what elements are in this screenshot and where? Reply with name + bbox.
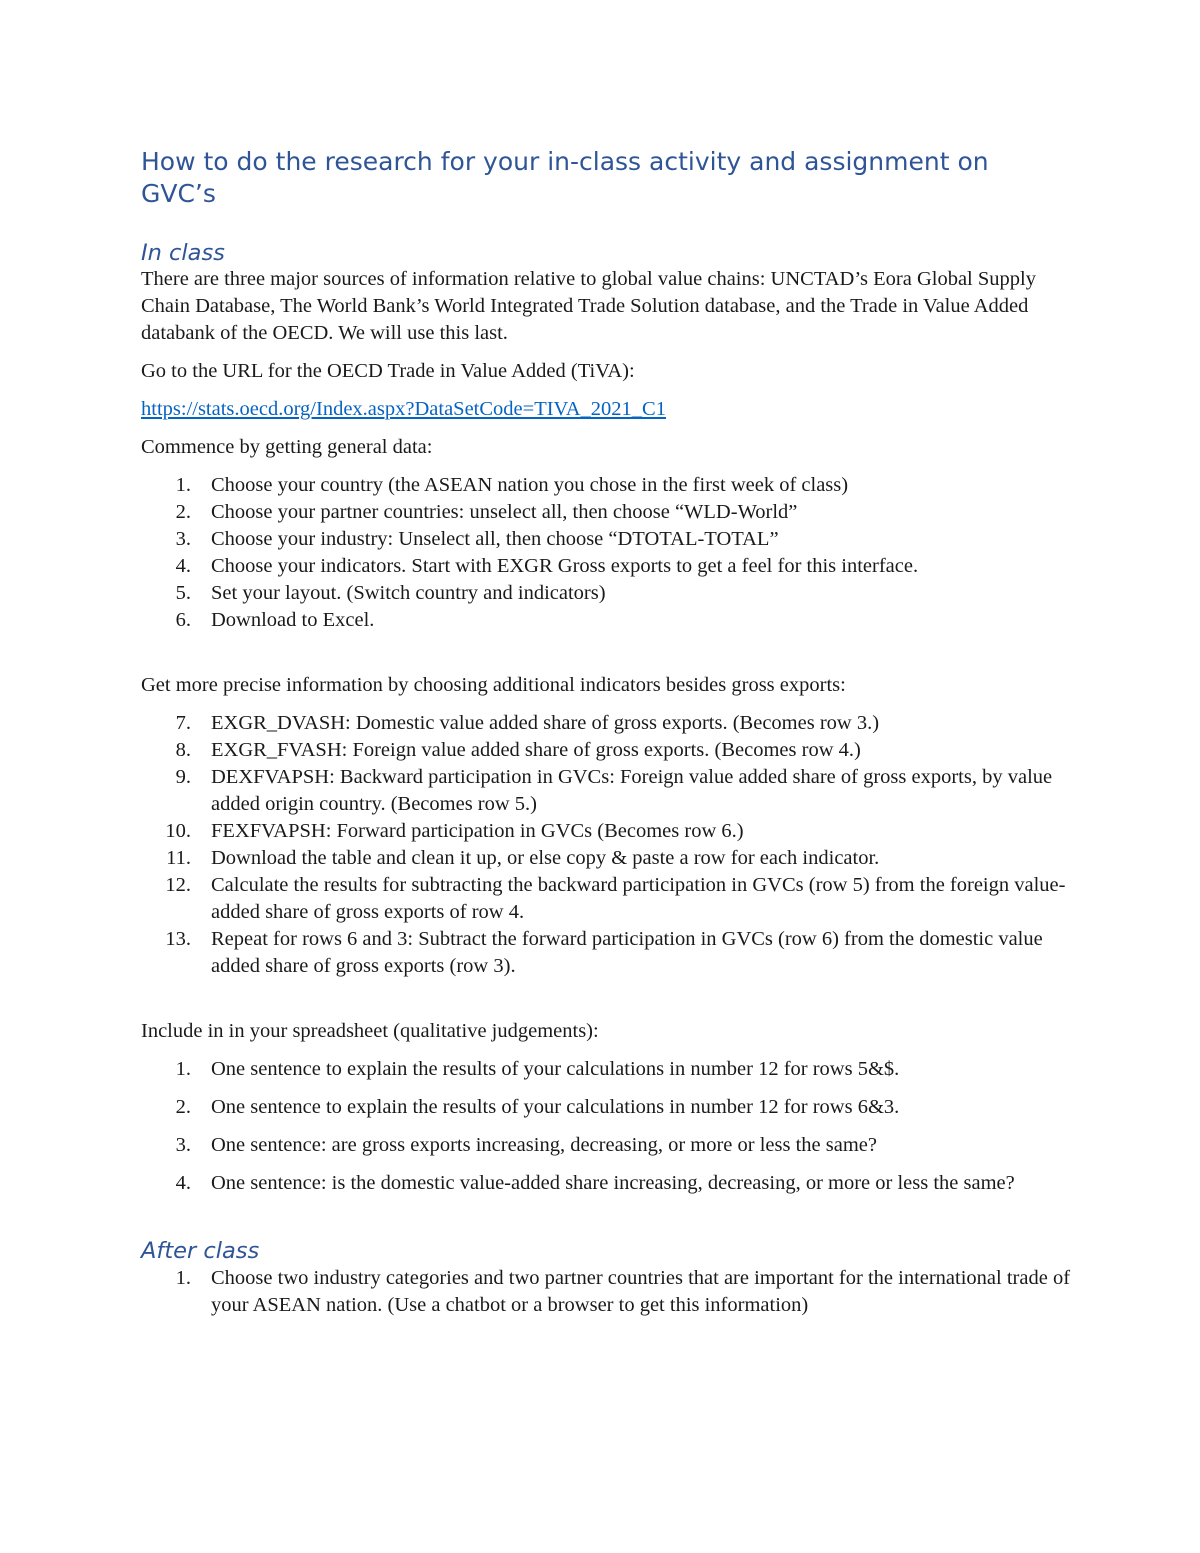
list-item: 9. DEXFVAPSH: Backward participation in GVCs: Foreign value added share of gross exports, by value added origin country. (Becomes row 5.) xyxy=(175,766,1053,815)
list-item: 2. One sentence to explain the results of your calculations in number 12 for rows 6&3. xyxy=(175,1096,900,1118)
list-item: 5. Set your layout. (Switch country and indicators) xyxy=(175,582,606,604)
section-heading-after-class: After class xyxy=(141,1238,260,1264)
intro-paragraph: There are three major sources of information relative to global value chains: UNCTAD’s Eora Global Supply Chain Database, The World Bank’s World Integrated Trade Solution database, and the Trade in Value Added databank of the OECD. We will use this last. xyxy=(141,268,1036,344)
list-item: 4. One sentence: is the domestic value-added share increasing, decreasing, or more or less the same? xyxy=(175,1172,1015,1194)
list-item: 1. Choose two industry categories and two partner countries that are important for the international trade of your ASEAN nation. (Use a chatbot or a browser to get this information) xyxy=(175,1267,1071,1316)
section-heading-in-class: In class xyxy=(141,240,225,266)
list-item: 7. EXGR_DVASH: Domestic value added share of gross exports. (Becomes row 3.) xyxy=(175,712,880,734)
list-item: 3. One sentence: are gross exports increasing, decreasing, or more or less the same? xyxy=(175,1134,877,1156)
list-item: 8. EXGR_FVASH: Foreign value added share of gross exports. (Becomes row 4.) xyxy=(175,739,861,761)
page-title: How to do the research for your in-class activity and assignment on GVC’s xyxy=(141,147,989,208)
list-item: 6. Download to Excel. xyxy=(175,609,375,631)
general-steps-list xyxy=(141,472,1071,634)
document-page xyxy=(141,140,1071,1319)
list-item: 1. Choose your country (the ASEAN nation you chose in the first week of class) xyxy=(175,474,849,496)
list-item: 2. Choose your partner countries: unselect all, then choose “WLD-World” xyxy=(175,501,798,523)
commence-paragraph: Commence by getting general data: xyxy=(141,436,433,458)
oecd-tiva-link[interactable]: https://stats.oecd.org/Index.aspx?DataSetCode=TIVA_2021_C1 xyxy=(141,398,666,420)
include-intro-paragraph: Include in in your spreadsheet (qualitative judgements): xyxy=(141,1020,599,1042)
list-item: 12. Calculate the results for subtracting the backward participation in GVCs (row 5) from the foreign value-added share of gross exports of row 4. xyxy=(165,874,1066,923)
url-paragraph xyxy=(141,396,1071,423)
list-item: 4. Choose your indicators. Start with EXGR Gross exports to get a feel for this interface. xyxy=(175,555,919,577)
precise-intro-paragraph: Get more precise information by choosing additional indicators besides gross exports: xyxy=(141,674,846,696)
include-items-list xyxy=(141,1056,1071,1197)
list-item: 1. One sentence to explain the results of your calculations in number 12 for rows 5&$. xyxy=(175,1058,900,1080)
after-class-list xyxy=(141,1265,1071,1319)
list-item: 3. Choose your industry: Unselect all, then choose “DTOTAL-TOTAL” xyxy=(175,528,779,550)
precise-steps-list xyxy=(141,710,1071,980)
list-item: 10. FEXFVAPSH: Forward participation in GVCs (Becomes row 6.) xyxy=(165,820,744,842)
url-intro-paragraph: Go to the URL for the OECD Trade in Value Added (TiVA): xyxy=(141,360,635,382)
list-item: 13. Repeat for rows 6 and 3: Subtract the forward participation in GVCs (row 6) from the domestic value added share of gross exports (row 3). xyxy=(165,928,1043,977)
list-item: 11. Download the table and clean it up, or else copy & paste a row for each indicator. xyxy=(166,847,880,869)
